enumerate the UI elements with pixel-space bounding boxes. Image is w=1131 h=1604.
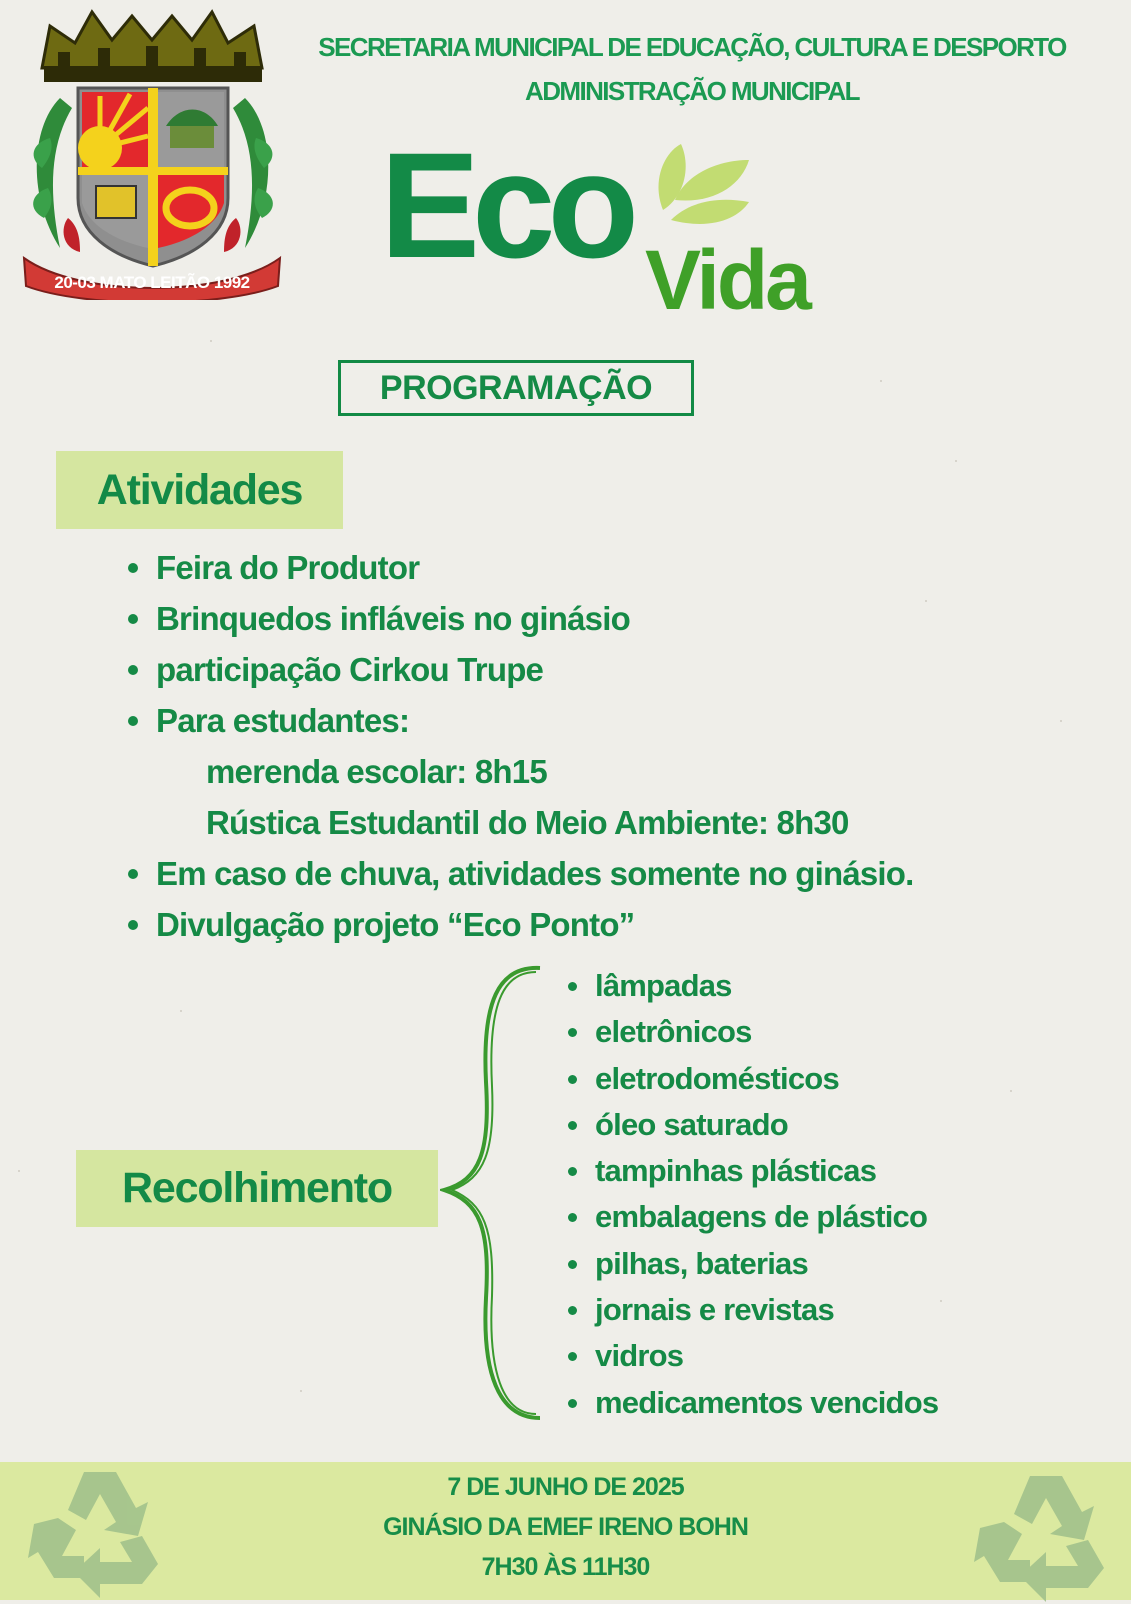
list-item: lâmpadas	[563, 963, 938, 1009]
recolhimento-label: Recolhimento	[76, 1150, 438, 1227]
list-item: eletrodomésticos	[563, 1056, 938, 1102]
list-item: Para estudantes:	[122, 695, 914, 746]
paper-texture	[180, 1010, 182, 1012]
list-item: vidros	[563, 1333, 938, 1379]
paper-texture	[955, 460, 957, 462]
event-date: 7 DE JUNHO DE 2025	[447, 1473, 684, 1501]
secretaria-heading: SECRETARIA MUNICIPAL DE EDUCAÇÃO, CULTURA E DESPORTO	[318, 32, 1066, 62]
curly-brace-icon	[440, 962, 550, 1424]
paper-texture	[210, 340, 212, 342]
leaves-icon	[655, 140, 755, 235]
list-item: Em caso de chuva, atividades somente no ginásio.	[122, 848, 914, 899]
list-item: Brinquedos infláveis no ginásio	[122, 593, 914, 644]
list-item: pilhas, baterias	[563, 1241, 938, 1287]
list-subitem: merenda escolar: 8h15	[206, 753, 547, 790]
list-item: embalagens de plástico	[563, 1194, 938, 1240]
list-item: Divulgação projeto “Eco Ponto”	[122, 899, 914, 950]
administracao-heading: ADMINISTRAÇÃO MUNICIPAL	[525, 76, 859, 106]
list-item: jornais e revistas	[563, 1287, 938, 1333]
list-item: Feira do Produtor	[122, 542, 914, 593]
paper-texture	[925, 600, 927, 602]
paper-texture	[1010, 1090, 1012, 1092]
event-venue: GINÁSIO DA EMEF IRENO BOHN	[383, 1513, 748, 1541]
paper-texture	[880, 380, 882, 382]
paper-texture	[1060, 720, 1062, 722]
list-item: eletrônicos	[563, 1009, 938, 1055]
list-item: participação Cirkou Trupe	[122, 644, 914, 695]
list-subitem: Rústica Estudantil do Meio Ambiente: 8h30	[206, 804, 849, 841]
paper-texture	[18, 1170, 20, 1172]
list-item: óleo saturado	[563, 1102, 938, 1148]
municipal-crest-logo	[20, 8, 285, 300]
paper-texture	[940, 1300, 942, 1302]
list-item: medicamentos vencidos	[563, 1380, 938, 1426]
programacao-heading: PROGRAMAÇÃO	[338, 360, 694, 416]
event-time: 7H30 ÀS 11H30	[481, 1553, 650, 1581]
paper-texture	[300, 1390, 302, 1392]
list-item: tampinhas plásticas	[563, 1148, 938, 1194]
atividades-label: Atividades	[56, 451, 343, 529]
logo-vida-word: Vida	[645, 233, 809, 327]
atividades-list	[122, 542, 914, 950]
logo-eco-word: Eco	[380, 121, 632, 289]
crest-ribbon-text: 20-03 MATO LEITÃO 1992	[54, 273, 250, 292]
recolhimento-list	[563, 963, 938, 1426]
